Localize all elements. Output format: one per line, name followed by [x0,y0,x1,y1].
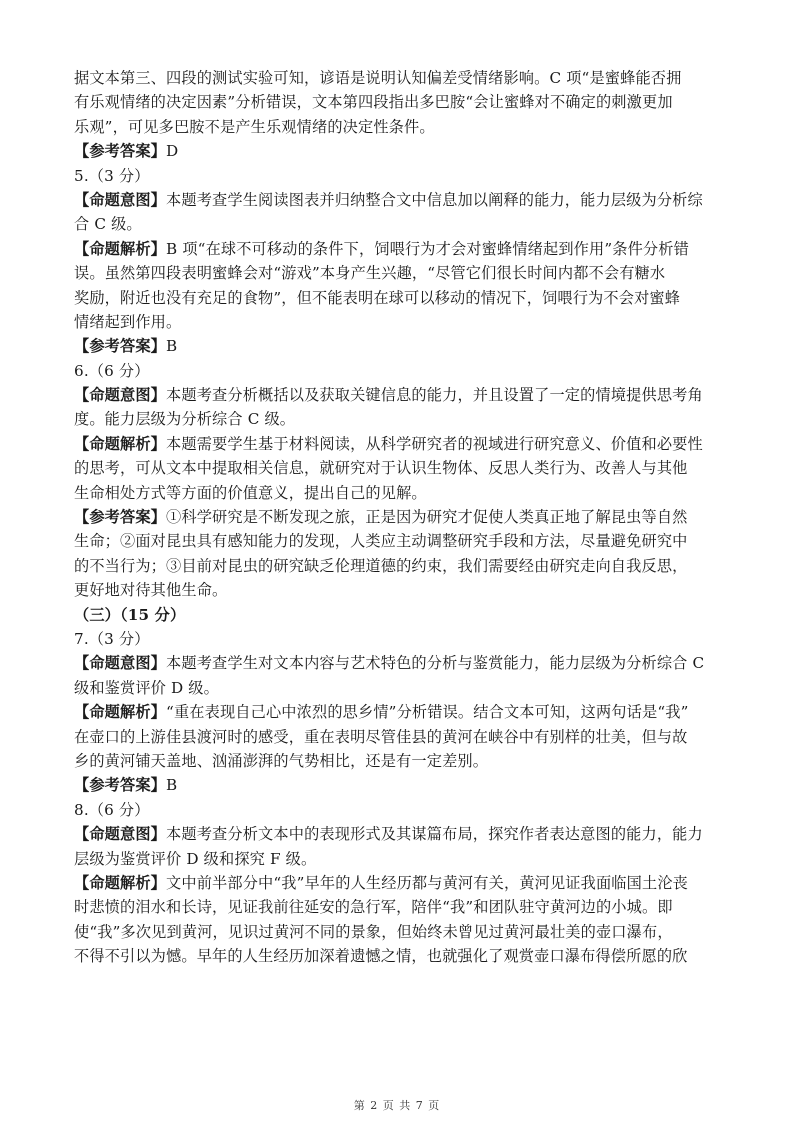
text-line [74,651,724,675]
section-label: 【命题意图】 [74,386,167,405]
line-text: 时悲愤的泪水和长诗，见证我前往延安的急行军，陪伴“我”和团队驻守黄河边的小城。即 [74,898,673,917]
text-line [74,798,724,822]
line-text: 生命相处方式等方面的价值意义，提出自己的见解。 [74,483,427,502]
line-text: 本题考查分析文本中的表现形式及其谋篇布局，探究作者表达意图的能力，能力 [166,825,703,844]
text-line [74,554,724,578]
line-text: 误。虽然第四段表明蜜蜂会对“游戏”本身产生兴趣，“尽管它们很长时间内都不会有糖水 [74,264,666,283]
line-text: 8.（6 分） [74,800,150,819]
text-line [74,871,724,895]
page-number-footer: 第 2 页 共 7 页 [353,1099,441,1112]
text-line [74,944,724,968]
text-line [74,578,724,602]
section-label: 【命题解析】 [74,703,167,722]
section-label: 【命题解析】 [74,873,167,892]
line-text: ①科学研究是不断发现之旅，正是因为研究才促使人类真正地了解昆虫等自然 [166,508,688,527]
section-label: （三）（15 分） [74,605,186,624]
line-text: 本题考查分析概括以及获取关键信息的能力，并且设置了一定的情境提供思考角 [166,386,703,405]
text-line [74,90,724,114]
line-text: 在壶口的上游佳县渡河时的感受，重在表明尽管佳县的黄河在峡谷中有别样的壮美，但与故 [74,727,688,746]
text-line [74,847,724,871]
text-line [74,700,724,724]
text-line [74,505,724,529]
text-line [74,725,724,749]
line-text: “重在表现自己心中浓烈的思乡情”分析错误。结合文本可知，这两句话是“我” [166,703,689,722]
section-label: 【参考答案】 [74,142,167,161]
section-label: 【命题解析】 [74,434,167,453]
text-line [74,529,724,553]
text-line [74,383,724,407]
document-page [74,66,724,968]
text-line [74,627,724,651]
text-line [74,359,724,383]
line-text: 使“我”多次见到黄河，见识过黄河不同的景象，但始终未曾见过黄河最壮美的壶口瀑布， [74,922,673,941]
text-line [74,407,724,431]
text-line [74,115,724,139]
text-line [74,603,724,627]
text-line [74,773,724,797]
text-line [74,286,724,310]
line-text: 的不当行为；③目前对昆虫的研究缺乏伦理道德的约束，我们需要经由研究走向自我反思， [74,556,688,575]
line-text: 6.（6 分） [74,361,150,380]
text-line [74,237,724,261]
section-label: 【参考答案】 [74,508,167,527]
text-line [74,749,724,773]
line-text: 本题考查学生阅读图表并归纳整合文中信息加以阐释的能力，能力层级为分析综 [166,190,703,209]
text-line [74,920,724,944]
section-label: 【命题意图】 [74,825,167,844]
text-line [74,822,724,846]
section-label: 【命题解析】 [74,239,167,258]
text-line [74,895,724,919]
text-line [74,261,724,285]
section-label: 【参考答案】 [74,337,167,356]
line-text: 情绪起到作用。 [74,312,182,331]
text-line [74,139,724,163]
line-text: 本题考查学生对文本内容与艺术特色的分析与鉴赏能力，能力层级为分析综合 C [166,654,705,673]
line-text: B [166,337,178,356]
text-line [74,676,724,700]
line-text: 据文本第三、四段的测试实验可知，谚语是说明认知偏差受情绪影响。C 项“是蜜蜂能否拥 [74,69,682,87]
line-text: 7.（3 分） [74,629,150,648]
section-label: 【参考答案】 [74,776,167,795]
line-text: 乐观”，可见多巴胺不是产生乐观情绪的决定性条件。 [74,117,435,136]
line-text: 乡的黄河铺天盖地、汹涌澎湃的气势相比，还是有一定差别。 [74,751,489,770]
line-text: 不得不引以为憾。早年的人生经历加深着遗憾之情，也就强化了观赏壶口瀑布得偿所愿的欣 [74,947,688,966]
line-text: 5.（3 分） [74,166,150,185]
text-line [74,432,724,456]
line-text: 更好地对待其他生命。 [74,581,228,600]
line-text: 的思考，可从文本中提取相关信息，就研究对于认识生物体、反思人类行为、改善人与其他 [74,459,688,478]
line-text: 奖励，附近也没有充足的食物”，但不能表明在球可以移动的情况下，饲喂行为不会对蜜蜂 [74,288,681,307]
line-text: 度。能力层级为分析综合 C 级。 [74,410,296,429]
text-line [74,188,724,212]
line-text: 级和鉴赏评价 D 级。 [74,678,219,697]
section-label: 【命题意图】 [74,654,167,673]
text-line [74,212,724,236]
section-label: 【命题意图】 [74,190,167,209]
line-text: B [166,776,178,795]
line-text: 文中前半部分中“我”早年的人生经历都与黄河有关，黄河见证我面临国土沦丧 [166,873,688,892]
line-text: 合 C 级。 [74,215,142,234]
text-line [74,164,724,188]
text-line [74,310,724,334]
line-text: 本题需要学生基于材料阅读，从科学研究者的视域进行研究意义、价值和必要性 [166,434,703,453]
text-line [74,456,724,480]
line-text: 层级为鉴赏评价 D 级和探究 F 级。 [74,849,317,868]
text-line [74,334,724,358]
line-text: 有乐观情绪的决定因素”分析错误，文本第四段指出多巴胺“会让蜜蜂对不确定的刺激更加 [74,93,673,112]
line-text: B 项“在球不可移动的条件下，饲喂行为才会对蜜蜂情绪起到作用”条件分析错 [166,239,689,258]
text-line [74,66,724,90]
line-text: 生命；②面对昆虫具有感知能力的发现，人类应主动调整研究手段和方法，尽量避免研究中 [74,532,688,551]
text-line [74,481,724,505]
line-text: D [166,142,179,161]
